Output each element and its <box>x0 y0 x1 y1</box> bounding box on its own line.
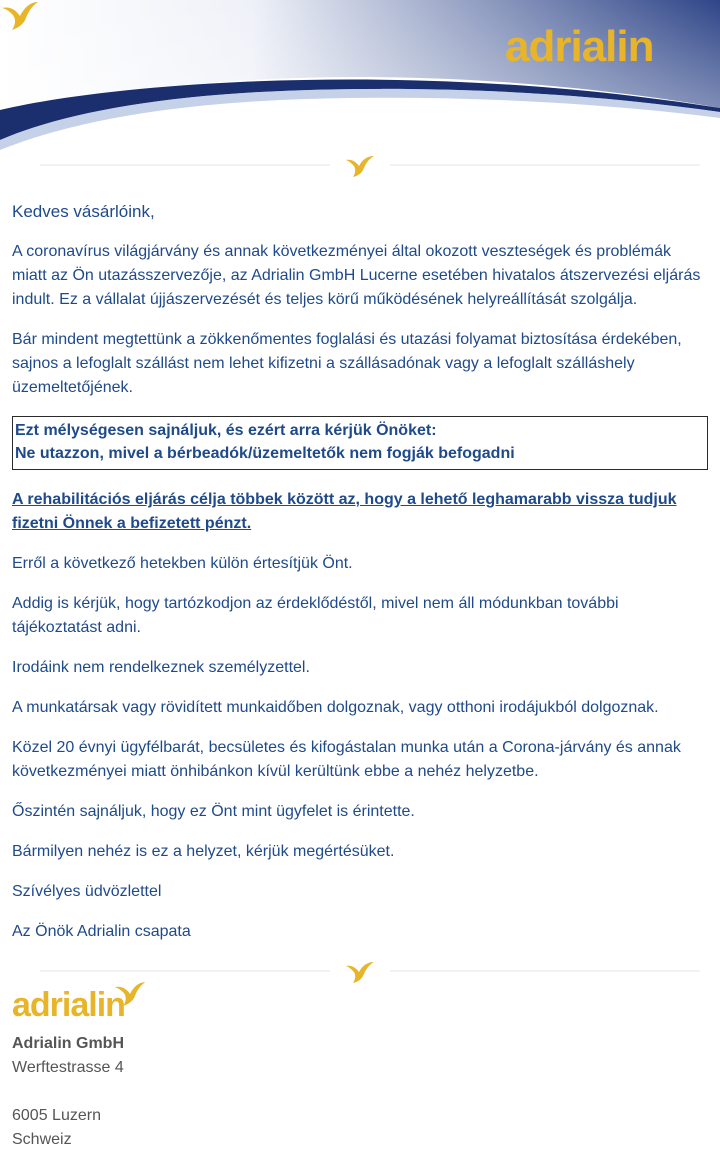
paragraph-regret: Őszintén sajnáljuk, hogy ez Önt mint ügyfelet is érintette. <box>12 803 415 820</box>
paragraph-payment: Bár mindent megtettünk a zökkenőmentes foglalási és utazási folyamat biztosítása érdekében, sajnos a lefoglalt szállást nem lehet kifizetni a szállásadónak vagy a lefoglalt szálláshely üzemeltetőjének. <box>12 331 682 396</box>
brand-logo-text: adrialin <box>505 22 654 71</box>
paragraph-intro: A coronavírus világjárvány és annak következményei által okozott veszteségek és problémák miatt az Ön utazásszervezője, az Adrialin GmbH Lucerne esetében hivatalos átszervezési eljárás indult. Ez a vállalat újjászervezését és teljes körű működésének helyreállítását szolgálja. <box>12 243 701 308</box>
divider-bottom <box>0 958 720 984</box>
greeting: Kedves vásárlóink, <box>12 202 155 221</box>
city-address: 6005 Luzern <box>12 1107 101 1124</box>
notice-line-1: Ezt mélységesen sajnáljuk, és ezért arra kérjük Önöket: <box>15 422 437 439</box>
paragraph-history: Közel 20 évnyi ügyfélbarát, becsületes és kifogástalan munka után a Corona-járvány és annak következményei miatt önhibánkon kívül kerültünk ebbe a nehéz helyzetbe. <box>12 739 681 780</box>
rehabilitation-link[interactable]: A rehabilitációs eljárás célja többek között az, hogy a lehető leghamarabb vissza tudjuk fizetni Önnek a befizetett pénzt. <box>12 491 677 532</box>
footer-bird-logo-icon <box>113 980 147 1008</box>
country: Schweiz <box>12 1131 72 1148</box>
notice-box <box>12 416 708 470</box>
bird-logo-icon <box>0 0 40 32</box>
divider-top <box>0 152 720 178</box>
paragraph-no-inquiries: Addig is kérjük, hogy tartózkodjon az érdeklődéstől, mivel nem áll módunkban további tájékoztatást adni. <box>12 595 619 636</box>
notice-line-2: Ne utazzon, mivel a bérbeadók/üzemeltetők nem fogják befogadni <box>15 445 515 462</box>
paragraph-understanding: Bármilyen nehéz is ez a helyzet, kérjük megértésüket. <box>12 843 395 860</box>
street-address: Werftestrasse 4 <box>12 1059 124 1076</box>
closing-salutation: Szívélyes üdvözlettel <box>12 883 162 900</box>
company-name: Adrialin GmbH <box>12 1035 125 1052</box>
bird-divider-icon <box>346 962 374 983</box>
paragraph-offices: Irodáink nem rendelkeznek személyzettel. <box>12 659 310 676</box>
header-banner <box>0 0 720 160</box>
signature: Az Önök Adrialin csapata <box>12 923 191 940</box>
paragraph-notify: Erről a következő hetekben külön értesítjük Önt. <box>12 555 353 572</box>
bird-divider-icon <box>346 156 374 177</box>
footer-brand-logo-text: adrialin <box>12 986 125 1024</box>
message-body <box>12 200 702 960</box>
company-address <box>12 1032 124 1152</box>
paragraph-staff: A munkatársak vagy rövidített munkaidőben dolgoznak, vagy otthoni irodájukból dolgoznak. <box>12 699 659 716</box>
